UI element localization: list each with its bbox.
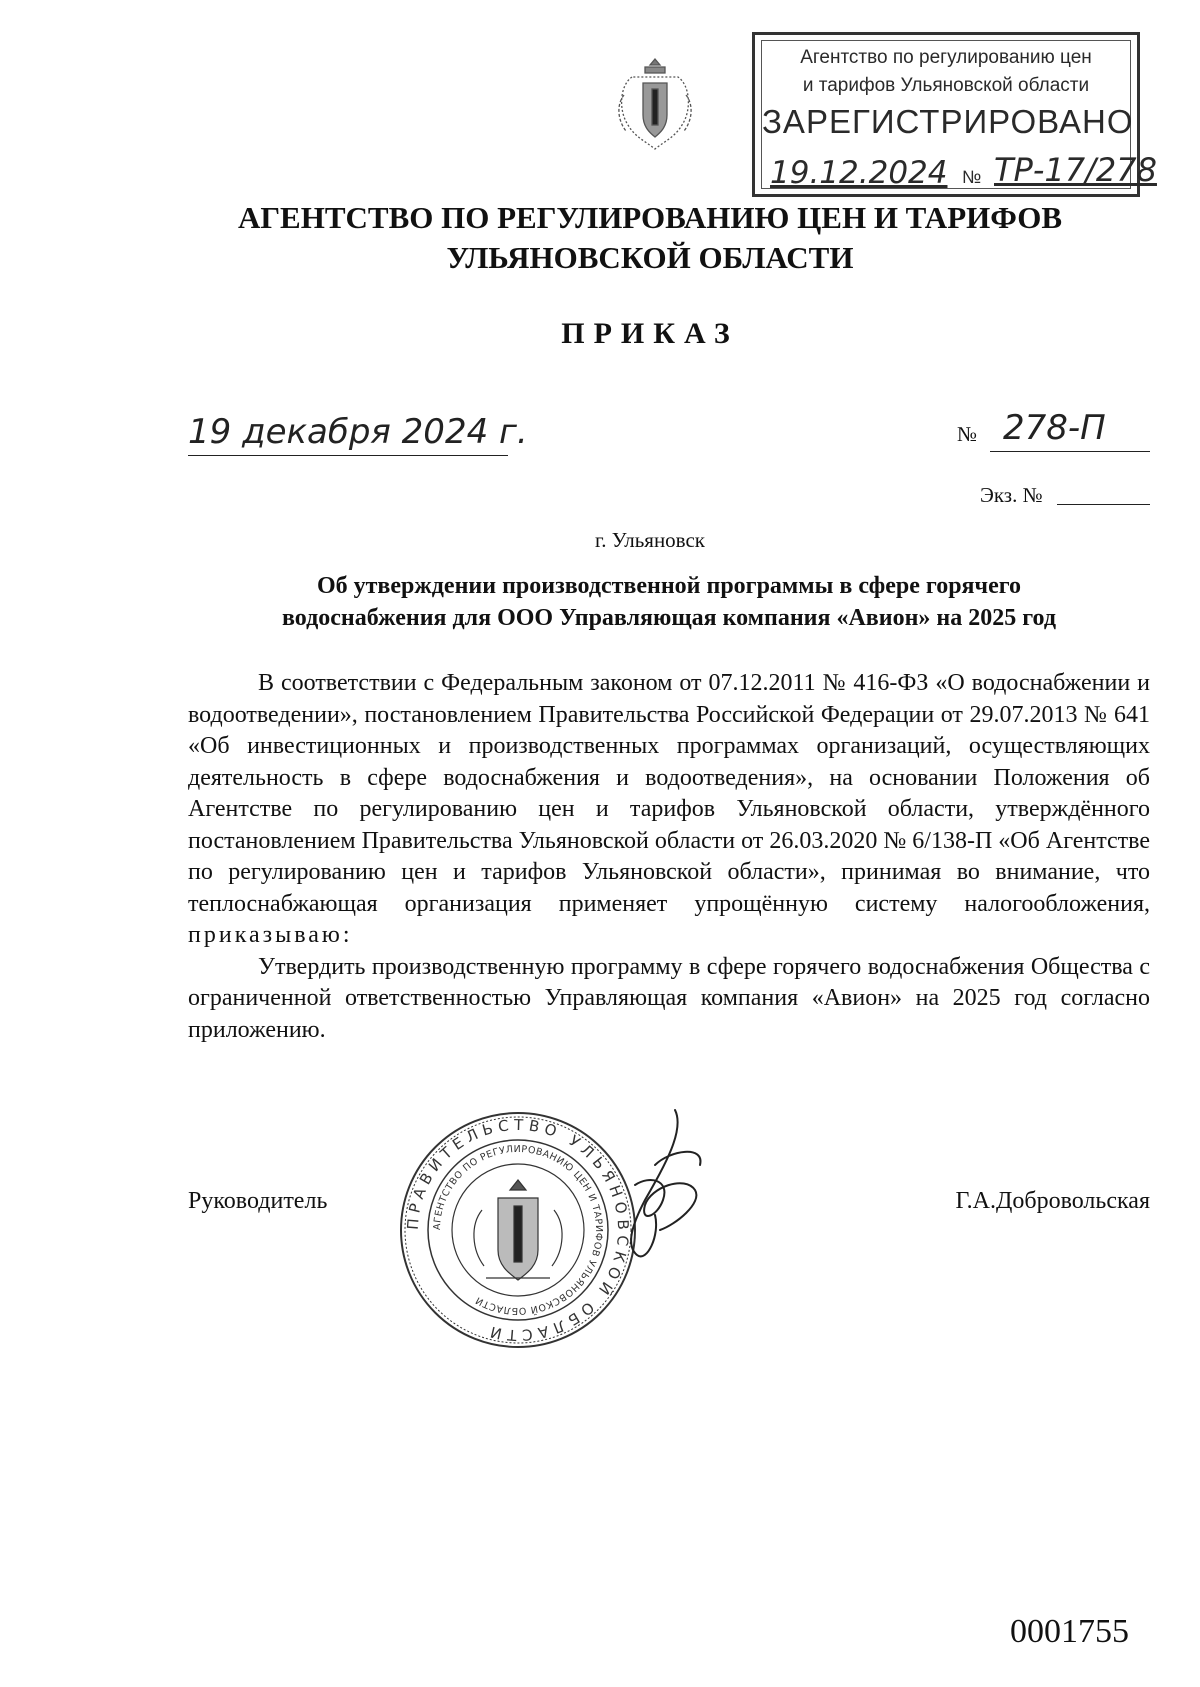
registration-date: 19.12.2024 xyxy=(770,155,948,191)
document-serial-number: 0001755 xyxy=(1010,1613,1129,1650)
order-subject-line1: Об утверждении производственной программы в сфере горячего xyxy=(316,573,1022,599)
registration-stamp-line2: и тарифов Ульяновской области xyxy=(802,75,1090,96)
order-subject xyxy=(188,570,1150,634)
body-paragraph-1 xyxy=(188,668,1150,952)
registration-number-sign: № xyxy=(962,167,982,187)
official-seal xyxy=(398,1110,638,1350)
signer-name: Г.А.Добровольская xyxy=(955,1188,1150,1214)
registration-stamp-frame xyxy=(761,40,1157,191)
organization-title xyxy=(200,198,1100,278)
organization-title-line2: УЛЬЯНОВСКОЙ ОБЛАСТИ xyxy=(446,240,854,275)
copy-number-label: Экз. № xyxy=(980,483,1043,507)
registration-number: ТР-17/278 xyxy=(994,151,1157,189)
registration-stamp xyxy=(752,32,1157,197)
copy-number-blank xyxy=(1057,504,1150,505)
handwritten-signature xyxy=(615,1105,715,1275)
organization-title-line1: АГЕНТСТВО ПО РЕГУЛИРОВАНИЮ ЦЕН И ТАРИФОВ xyxy=(237,200,1063,235)
registration-stamp-title: ЗАРЕГИСТРИРОВАНО xyxy=(762,103,1134,140)
seal-outer-text: ПРАВИТЕЛЬСТВО УЛЬЯНОВСКОЙ ОБЛАСТИ xyxy=(403,1115,633,1345)
body-paragraph-2: Утвердить производственную программу в сфере горячего водоснабжения Общества с ограниченной ответственностью Управляющая компания «Авион» на 2025 год согласно приложению. xyxy=(188,953,1150,1043)
registration-stamp-line1: Агентство по регулированию цен xyxy=(800,47,1092,68)
signer-position: Руководитель xyxy=(188,1188,328,1214)
order-number-sign: № xyxy=(957,422,978,446)
coat-of-arms-emblem xyxy=(610,55,700,155)
document-type-heading: ПРИКАЗ xyxy=(561,317,739,350)
order-subject-line2: водоснабжения для ООО Управляющая компания «Авион» на 2025 год xyxy=(282,605,1056,631)
order-number-underline xyxy=(990,451,1150,452)
body-paragraph-1-emphasis: приказываю: xyxy=(188,922,353,948)
city: г. Ульяновск xyxy=(594,528,705,552)
order-number: 278-П xyxy=(1003,408,1106,448)
body-paragraph-1-text: В соответствии с Федеральным законом от 07.12.2011 № 416-ФЗ «О водоснабжении и водоотведении», постановлением Правительства Российской Федерации от 29.07.2013 № 641 «Об инвестиционных и производственных программах организаций, осуществляющих деятельность в сфере водоснабжения и водоотведения», на основании Положения об Агентстве по регулированию цен и тарифов Ульяновской области, утверждённого постановлением Правительства Ульяновской области от 26.03.2020 № 6/138-П «Об Агентстве по регулированию цен и тарифов Ульяновской области», принимая во внимание, что теплоснабжающая организация применяет упрощённую систему налогообложения, xyxy=(188,670,1150,917)
seal-inner-text: АГЕНТСТВО ПО РЕГУЛИРОВАНИЮ ЦЕН И ТАРИФОВ УЛЬЯНОВСКОЙ ОБЛАСТИ xyxy=(431,1143,605,1317)
order-date: 19 декабря 2024 г. xyxy=(188,412,528,452)
order-body xyxy=(188,668,1150,1046)
order-date-underline xyxy=(188,455,508,456)
